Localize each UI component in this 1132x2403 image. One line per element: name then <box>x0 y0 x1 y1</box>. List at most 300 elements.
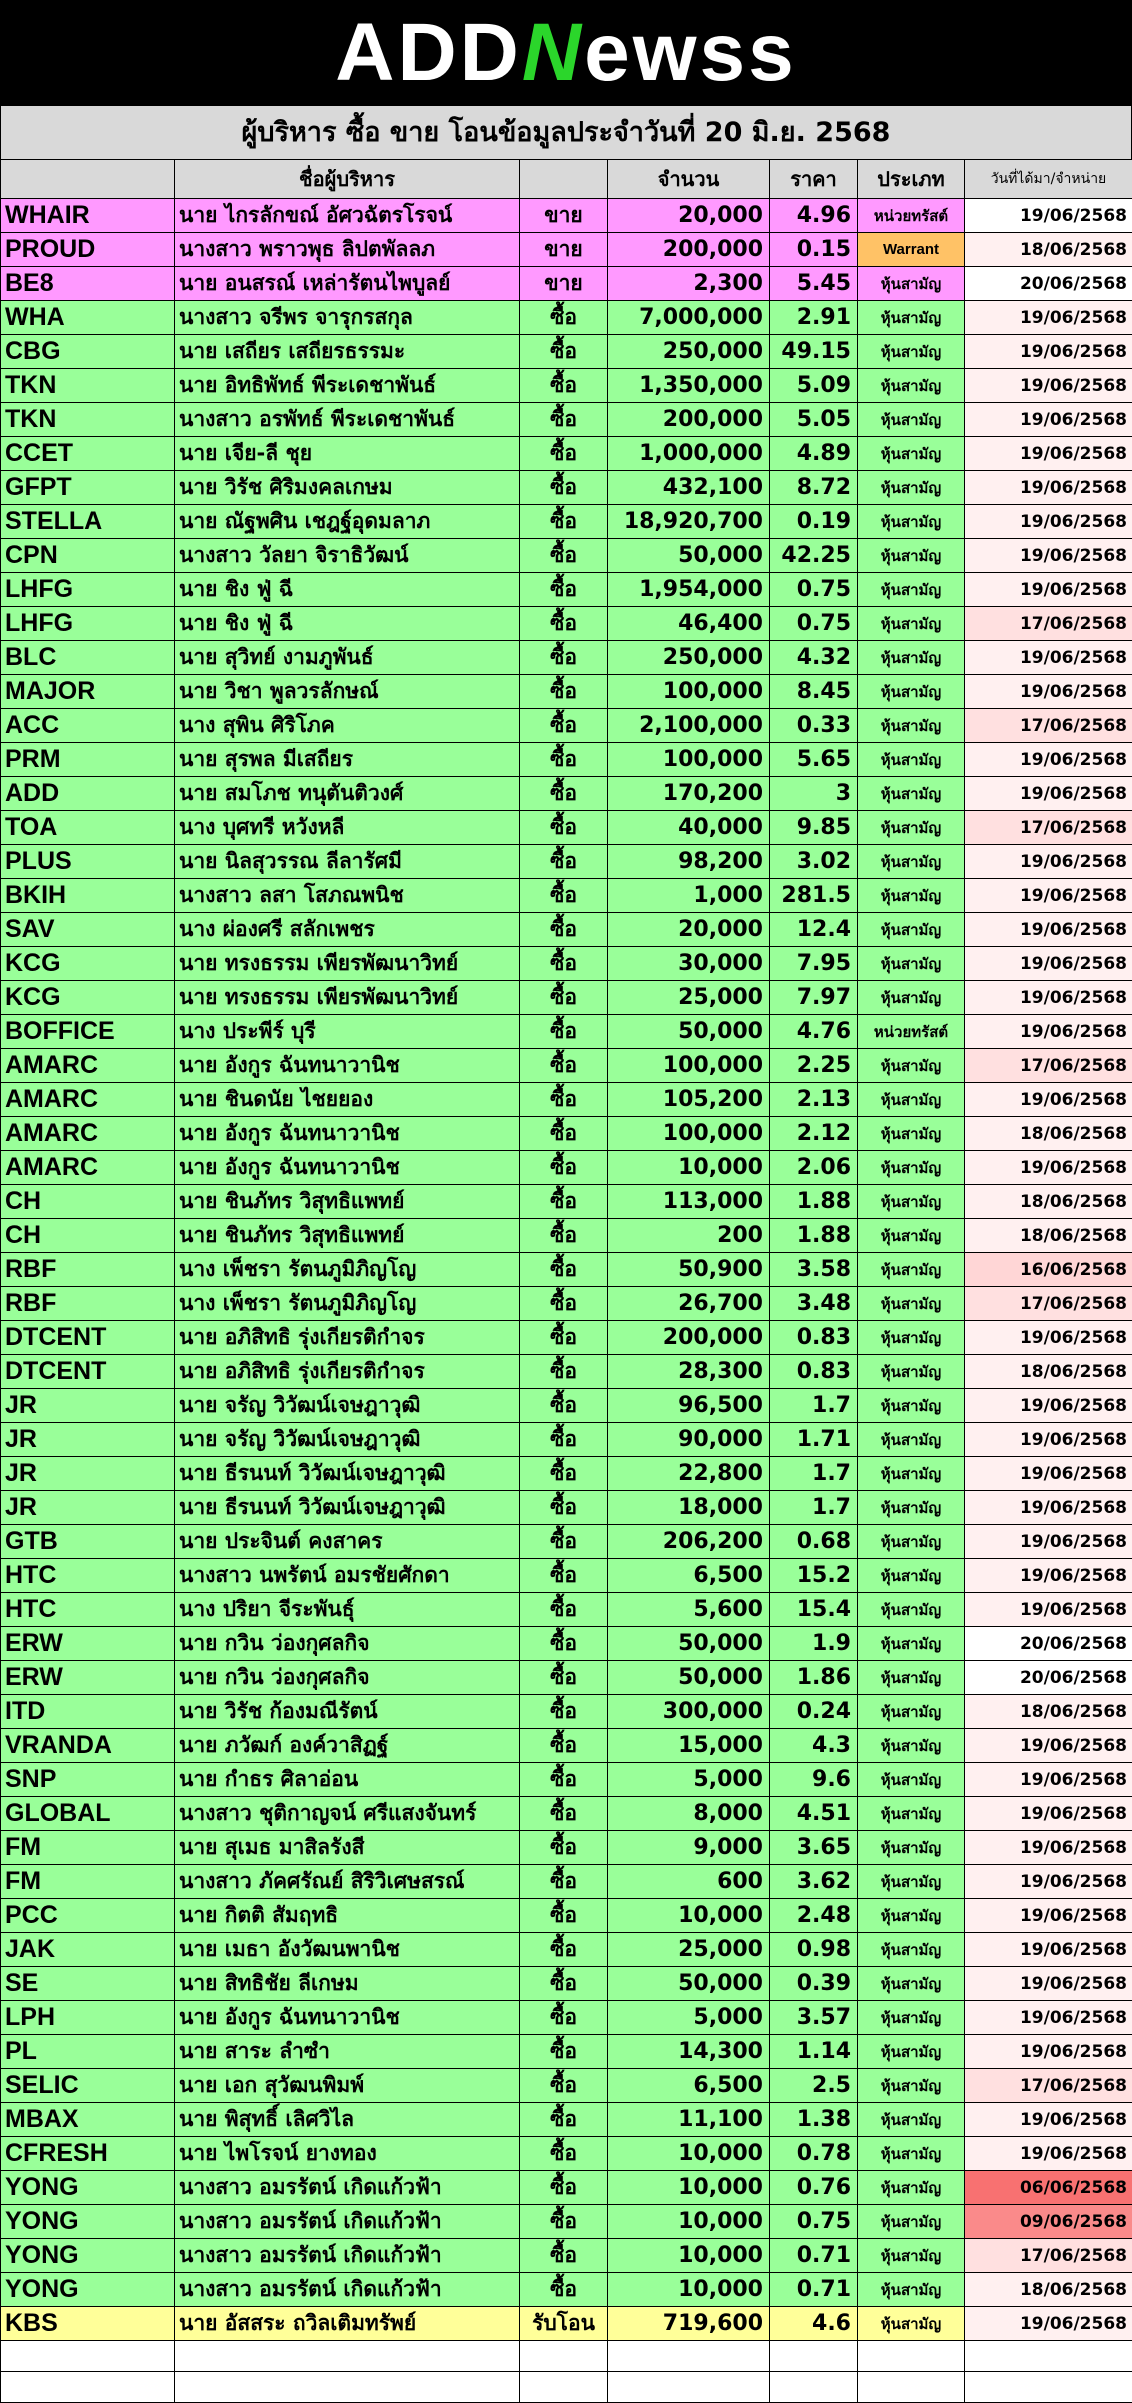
executive-name-cell: นาย อังกูร ฉันทนาวานิช <box>175 1117 520 1151</box>
security-type-cell: หุ้นสามัญ <box>858 1185 965 1219</box>
executive-name-cell: นาย อังกูร ฉันทนาวานิช <box>175 1049 520 1083</box>
security-type-cell: หุ้นสามัญ <box>858 1797 965 1831</box>
price-cell: 3.48 <box>770 1287 858 1321</box>
price-cell: 0.24 <box>770 1695 858 1729</box>
table-row <box>1 233 1132 267</box>
header-symbol <box>1 160 175 199</box>
volume-cell: 28,300 <box>608 1355 770 1389</box>
price-cell: 0.98 <box>770 1933 858 1967</box>
security-type-cell: หุ้นสามัญ <box>858 641 965 675</box>
action-cell: ซื้อ <box>520 471 608 505</box>
security-type-cell: หุ้นสามัญ <box>858 845 965 879</box>
date-cell: 19/06/2568 <box>965 1797 1132 1831</box>
executive-name-cell: นางสาว อมรรัตน์ เกิดแก้วฟ้า <box>175 2273 520 2307</box>
action-cell: ซื้อ <box>520 1525 608 1559</box>
symbol-cell: FM <box>1 1865 175 1899</box>
price-cell: 5.09 <box>770 369 858 403</box>
empty-cell <box>520 2372 608 2403</box>
volume-cell: 10,000 <box>608 2239 770 2273</box>
executive-name-cell: นาย อังกูร ฉันทนาวานิช <box>175 2001 520 2035</box>
action-cell: ซื้อ <box>520 335 608 369</box>
table-row <box>1 267 1132 301</box>
date-cell: 18/06/2568 <box>965 1117 1132 1151</box>
volume-cell: 20,000 <box>608 913 770 947</box>
symbol-cell: ERW <box>1 1661 175 1695</box>
volume-cell: 46,400 <box>608 607 770 641</box>
action-cell: ขาย <box>520 267 608 301</box>
date-cell: 19/06/2568 <box>965 1083 1132 1117</box>
date-cell: 19/06/2568 <box>965 1423 1132 1457</box>
executive-name-cell: นาย ทรงธรรม เพียรพัฒนาวิทย์ <box>175 947 520 981</box>
price-cell: 3.62 <box>770 1865 858 1899</box>
executive-name-cell: นาย พิสุทธิ์ เลิศวิไล <box>175 2103 520 2137</box>
price-cell: 281.5 <box>770 879 858 913</box>
volume-cell: 8,000 <box>608 1797 770 1831</box>
executive-name-cell: นาย ประจินต์ คงสาคร <box>175 1525 520 1559</box>
date-cell: 19/06/2568 <box>965 981 1132 1015</box>
price-cell: 3 <box>770 777 858 811</box>
symbol-cell: AMARC <box>1 1083 175 1117</box>
empty-cell <box>1 2372 175 2403</box>
date-cell: 19/06/2568 <box>965 743 1132 777</box>
action-cell: ซื้อ <box>520 1457 608 1491</box>
price-cell: 5.45 <box>770 267 858 301</box>
table-row <box>1 1525 1132 1559</box>
date-cell: 19/06/2568 <box>965 1389 1132 1423</box>
table-row <box>1 301 1132 335</box>
date-cell: 19/06/2568 <box>965 301 1132 335</box>
table-row <box>1 1049 1132 1083</box>
security-type-cell: หุ้นสามัญ <box>858 505 965 539</box>
table-row <box>1 1185 1132 1219</box>
executive-name-cell: นาย สิทธิชัย ลีเกษม <box>175 1967 520 2001</box>
empty-cell <box>520 2341 608 2372</box>
action-cell: ซื้อ <box>520 1661 608 1695</box>
table-row <box>1 2239 1132 2273</box>
table-row <box>1 1593 1132 1627</box>
executive-name-cell: นาย ทรงธรรม เพียรพัฒนาวิทย์ <box>175 981 520 1015</box>
executive-name-cell: นาย เสถียร เสถียรธรรมะ <box>175 335 520 369</box>
table-body <box>1 199 1132 2403</box>
price-cell: 5.05 <box>770 403 858 437</box>
volume-cell: 26,700 <box>608 1287 770 1321</box>
volume-cell: 250,000 <box>608 335 770 369</box>
security-type-cell: หุ้นสามัญ <box>858 2103 965 2137</box>
price-cell: 0.68 <box>770 1525 858 1559</box>
volume-cell: 100,000 <box>608 1117 770 1151</box>
action-cell: ซื้อ <box>520 641 608 675</box>
price-cell: 1.9 <box>770 1627 858 1661</box>
action-cell: ซื้อ <box>520 1627 608 1661</box>
volume-cell: 10,000 <box>608 2273 770 2307</box>
price-cell: 1.71 <box>770 1423 858 1457</box>
symbol-cell: KBS <box>1 2307 175 2341</box>
security-type-cell: หุ้นสามัญ <box>858 947 965 981</box>
symbol-cell: PL <box>1 2035 175 2069</box>
volume-cell: 200,000 <box>608 1321 770 1355</box>
table-row <box>1 2035 1132 2069</box>
date-cell: 19/06/2568 <box>965 1151 1132 1185</box>
insider-trades-table <box>0 159 1132 2403</box>
volume-cell: 10,000 <box>608 2205 770 2239</box>
volume-cell: 40,000 <box>608 811 770 845</box>
date-cell: 09/06/2568 <box>965 2205 1132 2239</box>
security-type-cell: หุ้นสามัญ <box>858 2137 965 2171</box>
table-row <box>1 709 1132 743</box>
volume-cell: 1,350,000 <box>608 369 770 403</box>
executive-name-cell: นาย ชิง ฟู่ ฉี <box>175 607 520 641</box>
executive-name-cell: นาย ณัฐพศิน เชฎฐ์อุดมลาภ <box>175 505 520 539</box>
symbol-cell: BOFFICE <box>1 1015 175 1049</box>
date-cell: 19/06/2568 <box>965 845 1132 879</box>
price-cell: 12.4 <box>770 913 858 947</box>
action-cell: ซื้อ <box>520 1695 608 1729</box>
action-cell: ซื้อ <box>520 1015 608 1049</box>
action-cell: ซื้อ <box>520 709 608 743</box>
symbol-cell: WHAIR <box>1 199 175 233</box>
security-type-cell: หุ้นสามัญ <box>858 743 965 777</box>
action-cell: ซื้อ <box>520 1763 608 1797</box>
symbol-cell: YONG <box>1 2239 175 2273</box>
date-cell: 17/06/2568 <box>965 1049 1132 1083</box>
executive-name-cell: นาง ผ่องศรี สลักเพชร <box>175 913 520 947</box>
action-cell: ขาย <box>520 199 608 233</box>
price-cell: 0.76 <box>770 2171 858 2205</box>
volume-cell: 719,600 <box>608 2307 770 2341</box>
executive-name-cell: นางสาว จรีพร จารุกรสกุล <box>175 301 520 335</box>
security-type-cell: หุ้นสามัญ <box>858 607 965 641</box>
executive-name-cell: นางสาว อมรรัตน์ เกิดแก้วฟ้า <box>175 2239 520 2273</box>
date-cell: 19/06/2568 <box>965 777 1132 811</box>
security-type-cell: หุ้นสามัญ <box>858 1695 965 1729</box>
symbol-cell: CH <box>1 1219 175 1253</box>
symbol-cell: HTC <box>1 1559 175 1593</box>
executive-name-cell: นาย วิรัช ก้องมณีรัตน์ <box>175 1695 520 1729</box>
action-cell: ซื้อ <box>520 2205 608 2239</box>
symbol-cell: GFPT <box>1 471 175 505</box>
executive-name-cell: นาง เพ็ชรา รัตนภูมิภิญโญ <box>175 1253 520 1287</box>
date-cell: 19/06/2568 <box>965 437 1132 471</box>
date-cell: 17/06/2568 <box>965 2069 1132 2103</box>
executive-name-cell: นาย ชินภัทร วิสุทธิแพทย์ <box>175 1185 520 1219</box>
price-cell: 0.75 <box>770 607 858 641</box>
executive-name-cell: นาย อังกูร ฉันทนาวานิช <box>175 1151 520 1185</box>
volume-cell: 50,000 <box>608 539 770 573</box>
table-row <box>1 1729 1132 1763</box>
symbol-cell: MBAX <box>1 2103 175 2137</box>
table-row <box>1 1117 1132 1151</box>
volume-cell: 30,000 <box>608 947 770 981</box>
price-cell: 0.75 <box>770 573 858 607</box>
date-cell: 19/06/2568 <box>965 2103 1132 2137</box>
header-action <box>520 160 608 199</box>
table-row <box>1 505 1132 539</box>
action-cell: ซื้อ <box>520 2001 608 2035</box>
security-type-cell: หุ้นสามัญ <box>858 2239 965 2273</box>
date-cell: 19/06/2568 <box>965 403 1132 437</box>
table-row <box>1 2137 1132 2171</box>
price-cell: 4.51 <box>770 1797 858 1831</box>
date-cell: 17/06/2568 <box>965 1287 1132 1321</box>
date-cell: 19/06/2568 <box>965 1729 1132 1763</box>
volume-cell: 2,100,000 <box>608 709 770 743</box>
executive-name-cell: นาง ประพีร์ บุรี <box>175 1015 520 1049</box>
volume-cell: 25,000 <box>608 1933 770 1967</box>
table-row <box>1 2103 1132 2137</box>
action-cell: ซื้อ <box>520 607 608 641</box>
action-cell: ซื้อ <box>520 2137 608 2171</box>
symbol-cell: LHFG <box>1 573 175 607</box>
price-cell: 0.78 <box>770 2137 858 2171</box>
executive-name-cell: นาย ไพโรจน์ ยางทอง <box>175 2137 520 2171</box>
volume-cell: 96,500 <box>608 1389 770 1423</box>
date-cell: 17/06/2568 <box>965 607 1132 641</box>
executive-name-cell: นาย กวิน ว่องกุศลกิจ <box>175 1661 520 1695</box>
empty-cell <box>608 2372 770 2403</box>
volume-cell: 432,100 <box>608 471 770 505</box>
symbol-cell: JR <box>1 1491 175 1525</box>
price-cell: 2.25 <box>770 1049 858 1083</box>
table-row <box>1 777 1132 811</box>
symbol-cell: BLC <box>1 641 175 675</box>
table-row <box>1 2205 1132 2239</box>
table-row <box>1 641 1132 675</box>
empty-cell <box>770 2341 858 2372</box>
symbol-cell: YONG <box>1 2273 175 2307</box>
action-cell: ซื้อ <box>520 1049 608 1083</box>
action-cell: ซื้อ <box>520 1899 608 1933</box>
price-cell: 0.71 <box>770 2273 858 2307</box>
executive-name-cell: นาย กำธร ศิลาอ่อน <box>175 1763 520 1797</box>
symbol-cell: ADD <box>1 777 175 811</box>
symbol-cell: HTC <box>1 1593 175 1627</box>
price-cell: 42.25 <box>770 539 858 573</box>
volume-cell: 5,600 <box>608 1593 770 1627</box>
executive-name-cell: นาย เมธา อังวัฒนพานิช <box>175 1933 520 1967</box>
date-cell: 20/06/2568 <box>965 1627 1132 1661</box>
volume-cell: 300,000 <box>608 1695 770 1729</box>
price-cell: 2.48 <box>770 1899 858 1933</box>
executive-name-cell: นาย วิรัช ศิริมงคลเกษม <box>175 471 520 505</box>
empty-cell <box>608 2341 770 2372</box>
empty-cell <box>175 2341 520 2372</box>
symbol-cell: PRM <box>1 743 175 777</box>
table-row <box>1 539 1132 573</box>
security-type-cell: หุ้นสามัญ <box>858 1559 965 1593</box>
security-type-cell: หุ้นสามัญ <box>858 1933 965 1967</box>
symbol-cell: MAJOR <box>1 675 175 709</box>
volume-cell: 6,500 <box>608 2069 770 2103</box>
security-type-cell: หุ้นสามัญ <box>858 879 965 913</box>
volume-cell: 10,000 <box>608 2137 770 2171</box>
price-cell: 1.88 <box>770 1219 858 1253</box>
symbol-cell: TOA <box>1 811 175 845</box>
table-row <box>1 1797 1132 1831</box>
symbol-cell: AMARC <box>1 1117 175 1151</box>
symbol-cell: TKN <box>1 403 175 437</box>
table-row <box>1 471 1132 505</box>
symbol-cell: CPN <box>1 539 175 573</box>
volume-cell: 100,000 <box>608 1049 770 1083</box>
price-cell: 3.02 <box>770 845 858 879</box>
date-cell: 19/06/2568 <box>965 641 1132 675</box>
volume-cell: 50,000 <box>608 1015 770 1049</box>
banner <box>0 0 1132 106</box>
table-row <box>1 403 1132 437</box>
executive-name-cell: นางสาว ลสา โสภณพนิช <box>175 879 520 913</box>
empty-cell <box>175 2372 520 2403</box>
executive-name-cell: นาง เพ็ชรา รัตนภูมิภิญโญ <box>175 1287 520 1321</box>
price-cell: 4.32 <box>770 641 858 675</box>
action-cell: ซื้อ <box>520 879 608 913</box>
table-row <box>1 2001 1132 2035</box>
action-cell: ซื้อ <box>520 2035 608 2069</box>
security-type-cell: หุ้นสามัญ <box>858 267 965 301</box>
security-type-cell: หุ้นสามัญ <box>858 2205 965 2239</box>
security-type-cell: หุ้นสามัญ <box>858 1117 965 1151</box>
action-cell: ขาย <box>520 233 608 267</box>
security-type-cell: หุ้นสามัญ <box>858 403 965 437</box>
volume-cell: 18,000 <box>608 1491 770 1525</box>
symbol-cell: AMARC <box>1 1049 175 1083</box>
action-cell: ซื้อ <box>520 1593 608 1627</box>
date-cell: 17/06/2568 <box>965 2239 1132 2273</box>
executive-name-cell: นางสาว พราวพุธ ลิปตพัลลภ <box>175 233 520 267</box>
date-cell: 19/06/2568 <box>965 1763 1132 1797</box>
action-cell: ซื้อ <box>520 1423 608 1457</box>
volume-cell: 9,000 <box>608 1831 770 1865</box>
price-cell: 4.76 <box>770 1015 858 1049</box>
symbol-cell: SNP <box>1 1763 175 1797</box>
table-row <box>1 1253 1132 1287</box>
symbol-cell: PCC <box>1 1899 175 1933</box>
price-cell: 2.5 <box>770 2069 858 2103</box>
volume-cell: 20,000 <box>608 199 770 233</box>
symbol-cell: TKN <box>1 369 175 403</box>
date-cell: 19/06/2568 <box>965 1933 1132 1967</box>
action-cell: ซื้อ <box>520 1151 608 1185</box>
date-cell: 20/06/2568 <box>965 267 1132 301</box>
date-cell: 17/06/2568 <box>965 709 1132 743</box>
symbol-cell: CFRESH <box>1 2137 175 2171</box>
executive-name-cell: นาย อภิสิทธิ รุ่งเกียรติกำจร <box>175 1355 520 1389</box>
date-cell: 19/06/2568 <box>965 675 1132 709</box>
table-row <box>1 437 1132 471</box>
date-cell: 19/06/2568 <box>965 2307 1132 2341</box>
symbol-cell: YONG <box>1 2171 175 2205</box>
table-row <box>1 1083 1132 1117</box>
table-row <box>1 845 1132 879</box>
date-cell: 19/06/2568 <box>965 1865 1132 1899</box>
price-cell: 3.65 <box>770 1831 858 1865</box>
action-cell: ซื้อ <box>520 1831 608 1865</box>
price-cell: 0.75 <box>770 2205 858 2239</box>
date-cell: 19/06/2568 <box>965 913 1132 947</box>
security-type-cell: หุ้นสามัญ <box>858 2273 965 2307</box>
volume-cell: 2,300 <box>608 267 770 301</box>
symbol-cell: JR <box>1 1457 175 1491</box>
security-type-cell: หุ้นสามัญ <box>858 2069 965 2103</box>
table-row <box>1 1287 1132 1321</box>
action-cell: ซื้อ <box>520 1355 608 1389</box>
executive-name-cell: นาย สุวิทย์ งามภูพันธ์ <box>175 641 520 675</box>
empty-cell <box>858 2372 965 2403</box>
date-cell: 19/06/2568 <box>965 471 1132 505</box>
executive-name-cell: นาย กิตติ สัมฤทธิ <box>175 1899 520 1933</box>
action-cell: ซื้อ <box>520 369 608 403</box>
security-type-cell: Warrant <box>858 233 965 267</box>
executive-name-cell: นาย สาระ ลำซำ <box>175 2035 520 2069</box>
security-type-cell: หุ้นสามัญ <box>858 1831 965 1865</box>
volume-cell: 1,000,000 <box>608 437 770 471</box>
security-type-cell: หุ้นสามัญ <box>858 1661 965 1695</box>
volume-cell: 50,900 <box>608 1253 770 1287</box>
date-cell: 19/06/2568 <box>965 335 1132 369</box>
security-type-cell: หุ้นสามัญ <box>858 2171 965 2205</box>
action-cell: ซื้อ <box>520 1117 608 1151</box>
symbol-cell: YONG <box>1 2205 175 2239</box>
table-row <box>1 369 1132 403</box>
executive-name-cell: นาย สุรพล มีเสถียร <box>175 743 520 777</box>
security-type-cell: หน่วยทรัสต์ <box>858 1015 965 1049</box>
executive-name-cell: นาย เจีย-ลี ชุย <box>175 437 520 471</box>
price-cell: 1.7 <box>770 1389 858 1423</box>
security-type-cell: หุ้นสามัญ <box>858 777 965 811</box>
date-cell: 18/06/2568 <box>965 1185 1132 1219</box>
table-row <box>1 913 1132 947</box>
price-cell: 15.2 <box>770 1559 858 1593</box>
executive-name-cell: นาย อิทธิพัทธ์ พีระเดชาพันธ์ <box>175 369 520 403</box>
empty-cell <box>965 2341 1132 2372</box>
symbol-cell: RBF <box>1 1253 175 1287</box>
price-cell: 9.6 <box>770 1763 858 1797</box>
table-row <box>1 1661 1132 1695</box>
table-row <box>1 2171 1132 2205</box>
security-type-cell: หุ้นสามัญ <box>858 1355 965 1389</box>
volume-cell: 100,000 <box>608 675 770 709</box>
price-cell: 8.72 <box>770 471 858 505</box>
executive-name-cell: นาย อนสรณ์ เหล่ารัตนไพบูลย์ <box>175 267 520 301</box>
symbol-cell: PROUD <box>1 233 175 267</box>
table-row <box>1 199 1132 233</box>
date-cell: 19/06/2568 <box>965 573 1132 607</box>
action-cell: ซื้อ <box>520 981 608 1015</box>
price-cell: 1.38 <box>770 2103 858 2137</box>
price-cell: 5.65 <box>770 743 858 777</box>
symbol-cell: KCG <box>1 981 175 1015</box>
security-type-cell: หุ้นสามัญ <box>858 1219 965 1253</box>
table-row <box>1 1627 1132 1661</box>
table-row <box>1 573 1132 607</box>
date-cell: 19/06/2568 <box>965 539 1132 573</box>
volume-cell: 25,000 <box>608 981 770 1015</box>
date-cell: 18/06/2568 <box>965 2273 1132 2307</box>
date-cell: 18/06/2568 <box>965 1695 1132 1729</box>
volume-cell: 15,000 <box>608 1729 770 1763</box>
symbol-cell: GLOBAL <box>1 1797 175 1831</box>
price-cell: 0.19 <box>770 505 858 539</box>
executive-name-cell: นาย นิลสุวรรณ ลีลารัศมี <box>175 845 520 879</box>
date-cell: 06/06/2568 <box>965 2171 1132 2205</box>
security-type-cell: หุ้นสามัญ <box>858 1253 965 1287</box>
security-type-cell: หน่วยทรัสต์ <box>858 199 965 233</box>
volume-cell: 14,300 <box>608 2035 770 2069</box>
action-cell: ซื้อ <box>520 1559 608 1593</box>
volume-cell: 10,000 <box>608 1151 770 1185</box>
price-cell: 3.58 <box>770 1253 858 1287</box>
action-cell: ซื้อ <box>520 1491 608 1525</box>
symbol-cell: LHFG <box>1 607 175 641</box>
